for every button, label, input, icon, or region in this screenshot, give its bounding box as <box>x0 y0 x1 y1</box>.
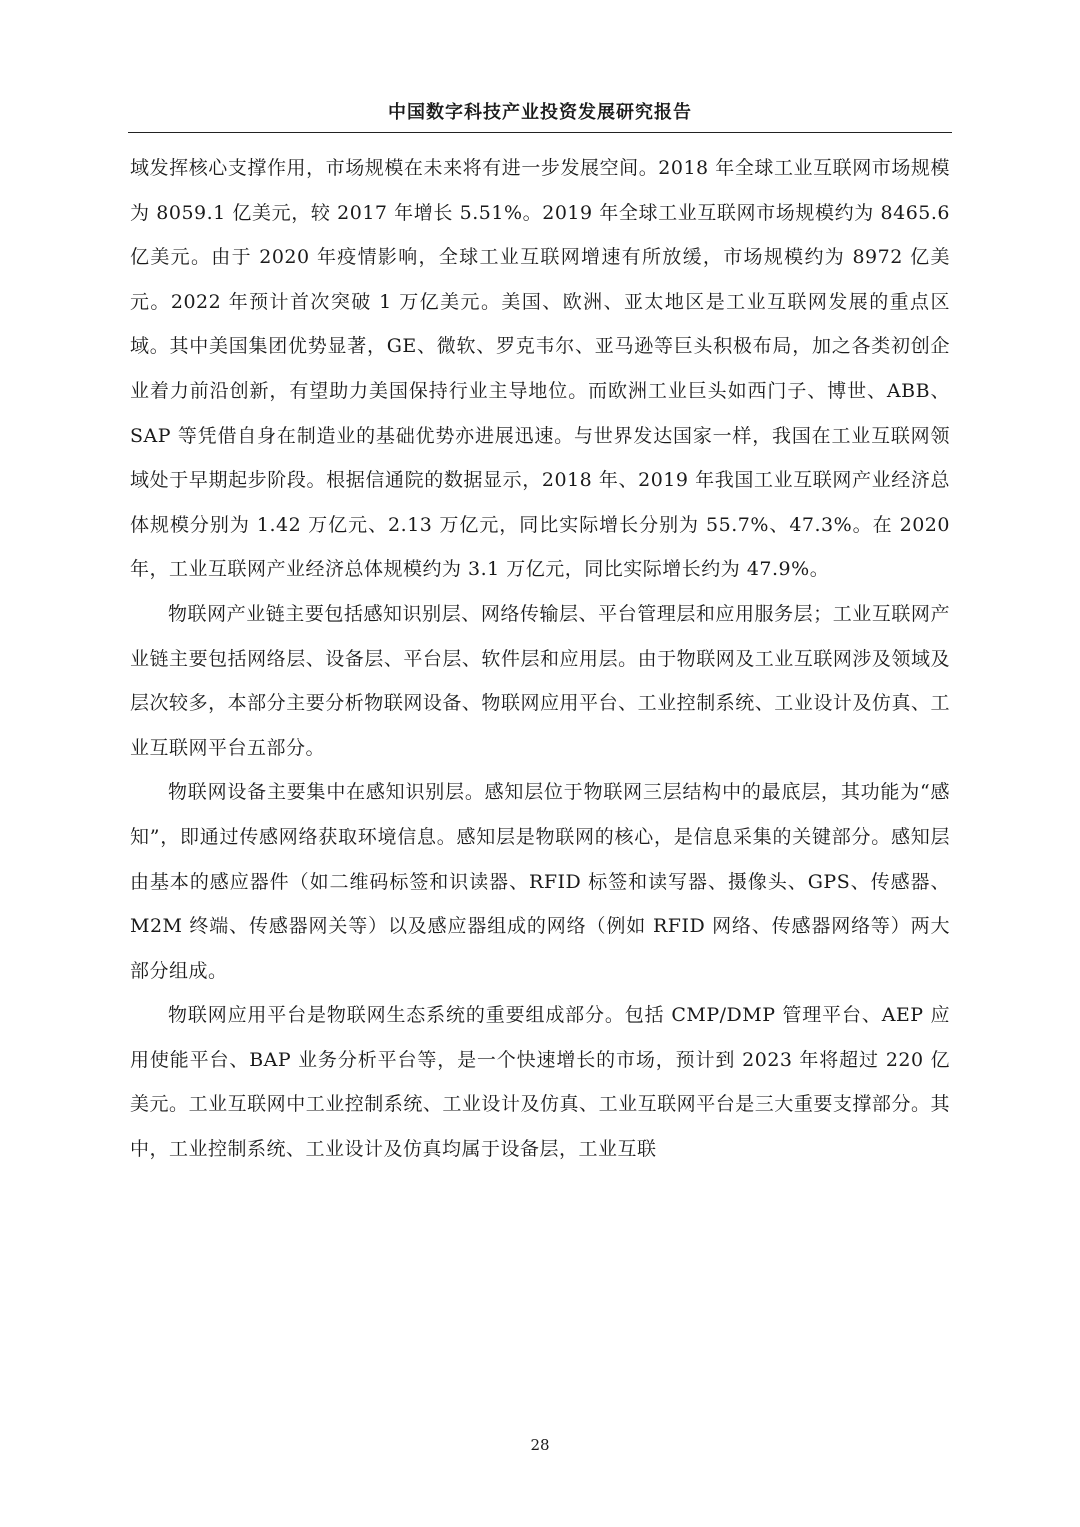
page-number: 28 <box>530 1436 550 1454</box>
paragraph-2: 物联网产业链主要包括感知识别层、网络传输层、平台管理层和应用服务层；工业互联网产业链主要包括网络层、设备层、平台层、软件层和应用层。由于物联网及工业互联网涉及领域及层次较多，本部分主要分析物联网设备、物联网应用平台、工业控制系统、工业设计及仿真、工业互联网平台五部分。 <box>130 602 950 759</box>
paragraph-1: 域发挥核心支撑作用，市场规模在未来将有进一步发展空间。2018 年全球工业互联网市场规模为 8059.1 亿美元，较 2017 年增长 5.51%。2019 年全球工业互联网市场规模约为 8465.6 亿美元。由于 2020 年疫情影响，全球工业互联网增速有所放缓，市场规模约为 8972 亿美元。2022 年预计首次突破 1 万亿美元。美国、欧洲、亚太地区是工业互联网发展的重点区域。其中美国集团优势显著，GE、微软、罗克韦尔、亚马逊等巨头积极布局，加之各类初创企业着力前沿创新，有望助力美国保持行业主导地位。而欧洲工业巨头如西门子、博世、ABB、SAP 等凭借自身在制造业的基础优势亦进展迅速。与世界发达国家一样，我国在工业互联网领域处于早期起步阶段。根据信通院的数据显示，2018 年、2019 年我国工业互联网产业经济总体规模分别为 1.42 万亿元、2.13 万亿元，同比实际增长分别为 55.7%、47.3%。在 2020 年，工业互联网产业经济总体规模约为 3.1 万亿元，同比实际增长约为 47.9%。 <box>130 157 950 581</box>
paragraph-3: 物联网设备主要集中在感知识别层。感知层位于物联网三层结构中的最底层，其功能为“感知”，即通过传感网络获取环境信息。感知层是物联网的核心，是信息采集的关键部分。感知层由基本的感应器件（如二维码标签和识读器、RFID 标签和读写器、摄像头、GPS、传感器、M2M 终端、传感器网关等）以及感应器组成的网络（例如 RFID 网络、传感器网络等）两大部分组成。 <box>130 781 950 982</box>
report-title: 中国数字科技产业投资发展研究报告 <box>388 102 692 123</box>
page-header <box>128 96 952 133</box>
paragraph-4: 物联网应用平台是物联网生态系统的重要组成部分。包括 CMP/DMP 管理平台、AEP 应用使能平台、BAP 业务分析平台等，是一个快速增长的市场，预计到 2023 年将超过 220 亿美元。工业互联网中工业控制系统、工业设计及仿真、工业互联网平台是三大重要支撑部分。其中，工业控制系统、工业设计及仿真均属于设备层，工业互联 <box>130 1004 950 1161</box>
body-text <box>130 146 950 1172</box>
